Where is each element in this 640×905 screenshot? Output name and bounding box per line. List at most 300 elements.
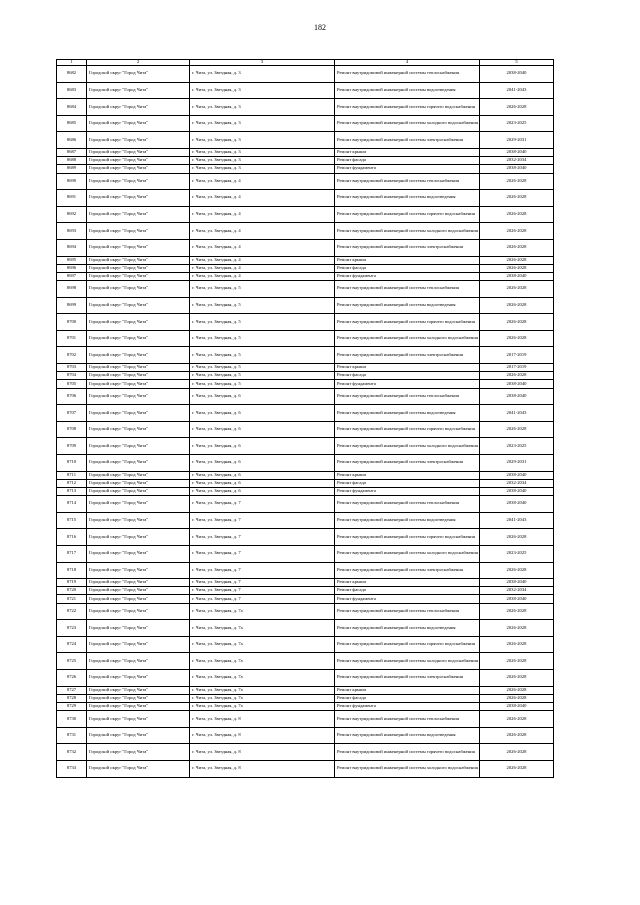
row-number: 8708 — [57, 421, 87, 438]
address-cell: г. Чита, ул. Звездная, д. 6 — [190, 421, 335, 438]
row-number: 8701 — [57, 330, 87, 347]
municipality-cell: Городской округ "Город Чита" — [87, 487, 190, 495]
work-type-cell: Ремонт фасада — [335, 587, 480, 595]
period-cell: 2038-2040 — [480, 148, 554, 156]
address-cell: г. Чита, ул. Звездная, д. 6 — [190, 487, 335, 495]
work-type-cell: Ремонт внутридомовой инженерной системы теплоснабжения — [335, 173, 480, 190]
address-cell: г. Чита, ул. Звездная, д. 6 — [190, 405, 335, 422]
address-cell: г. Чита, ул. Звездная, д. 3 — [190, 115, 335, 132]
period-cell: 2017-2019 — [480, 347, 554, 364]
period-cell: 2038-2040 — [480, 165, 554, 173]
work-type-cell: Ремонт фасада — [335, 372, 480, 380]
municipality-cell: Городской округ "Город Чита" — [87, 99, 190, 116]
period-cell: 2023-2025 — [480, 545, 554, 562]
address-cell: г. Чита, ул. Звездная, д. 7 — [190, 512, 335, 529]
row-number: 8710 — [57, 454, 87, 471]
municipality-cell: Городской округ "Город Чита" — [87, 421, 190, 438]
address-cell: г. Чита, ул. Звездная, д. 4 — [190, 239, 335, 256]
period-cell: 2026-2028 — [480, 256, 554, 264]
work-type-cell: Ремонт внутридомовой инженерной системы теплоснабжения — [335, 281, 480, 298]
address-cell: г. Чита, ул. Звездная, д. 5 — [190, 281, 335, 298]
table-row — [57, 579, 554, 587]
column-header: 1 — [57, 60, 87, 66]
row-number: 8696 — [57, 264, 87, 272]
address-cell: г. Чита, ул. Звездная, д. 5 — [190, 330, 335, 347]
period-cell: 2026-2028 — [480, 297, 554, 314]
period-cell: 2038-2040 — [480, 703, 554, 711]
table-row — [57, 595, 554, 603]
page-number: 182 — [314, 23, 326, 32]
municipality-cell: Городской округ "Город Чита" — [87, 190, 190, 207]
row-number: 8700 — [57, 314, 87, 331]
period-cell: 2038-2040 — [480, 487, 554, 495]
row-number: 8714 — [57, 496, 87, 513]
period-cell: 2038-2040 — [480, 595, 554, 603]
address-cell: г. Чита, ул. Звездная, д. 4 — [190, 206, 335, 223]
period-cell: 2038-2040 — [480, 579, 554, 587]
table-row — [57, 132, 554, 149]
work-type-cell: Ремонт внутридомовой инженерной системы водоотведения — [335, 82, 480, 99]
row-number: 8711 — [57, 471, 87, 479]
row-number: 8733 — [57, 760, 87, 777]
table-row — [57, 256, 554, 264]
address-cell: г. Чита, ул. Звездная, д. 4 — [190, 190, 335, 207]
table-row — [57, 380, 554, 388]
work-type-cell: Ремонт крыши — [335, 471, 480, 479]
address-cell: г. Чита, ул. Звездная, д. 7а — [190, 636, 335, 653]
municipality-cell: Городской округ "Город Чита" — [87, 496, 190, 513]
work-type-cell: Ремонт внутридомовой инженерной системы электроснабжения — [335, 562, 480, 579]
address-cell: г. Чита, ул. Звездная, д. 5 — [190, 347, 335, 364]
period-cell: 2038-2040 — [480, 496, 554, 513]
address-cell: г. Чита, ул. Звездная, д. 8 — [190, 711, 335, 728]
work-type-cell: Ремонт внутридомовой инженерной системы холодного водоснабжения — [335, 115, 480, 132]
municipality-cell: Городской округ "Город Чита" — [87, 595, 190, 603]
municipality-cell: Городской округ "Город Чита" — [87, 388, 190, 405]
row-number: 8713 — [57, 487, 87, 495]
municipality-cell: Городской округ "Город Чита" — [87, 529, 190, 546]
row-number: 8717 — [57, 545, 87, 562]
municipality-cell: Городской округ "Город Чита" — [87, 314, 190, 331]
period-cell: 2038-2040 — [480, 272, 554, 280]
period-cell: 2026-2028 — [480, 529, 554, 546]
period-cell: 2026-2028 — [480, 372, 554, 380]
municipality-cell: Городской округ "Город Чита" — [87, 479, 190, 487]
period-cell: 2026-2028 — [480, 314, 554, 331]
row-number: 8684 — [57, 99, 87, 116]
row-number: 8686 — [57, 132, 87, 149]
work-type-cell: Ремонт крыши — [335, 686, 480, 694]
municipality-cell: Городской округ "Город Чита" — [87, 405, 190, 422]
work-type-cell: Ремонт фасада — [335, 694, 480, 702]
municipality-cell: Городской округ "Город Чита" — [87, 703, 190, 711]
address-cell: г. Чита, ул. Звездная, д. 4 — [190, 223, 335, 240]
municipality-cell: Городской округ "Город Чита" — [87, 132, 190, 149]
row-number: 8723 — [57, 620, 87, 637]
work-type-cell: Ремонт внутридомовой инженерной системы теплоснабжения — [335, 66, 480, 83]
municipality-cell: Городской округ "Город Чита" — [87, 471, 190, 479]
work-type-cell: Ремонт внутридомовой инженерной системы электроснабжения — [335, 670, 480, 687]
address-cell: г. Чита, ул. Звездная, д. 7а — [190, 620, 335, 637]
address-cell: г. Чита, ул. Звездная, д. 7 — [190, 529, 335, 546]
period-cell: 2038-2040 — [480, 471, 554, 479]
table-row — [57, 99, 554, 116]
row-number: 8703 — [57, 364, 87, 372]
municipality-cell: Городской округ "Город Чита" — [87, 744, 190, 761]
table-row — [57, 157, 554, 165]
row-number: 8699 — [57, 297, 87, 314]
row-number: 8725 — [57, 653, 87, 670]
period-cell: 2026-2028 — [480, 206, 554, 223]
table-row — [57, 686, 554, 694]
period-cell: 2038-2040 — [480, 380, 554, 388]
municipality-cell: Городской округ "Город Чита" — [87, 66, 190, 83]
period-cell: 2026-2028 — [480, 686, 554, 694]
table-row — [57, 239, 554, 256]
work-type-cell: Ремонт внутридомовой инженерной системы водоотведения — [335, 190, 480, 207]
row-number: 8685 — [57, 115, 87, 132]
address-cell: г. Чита, ул. Звездная, д. 3 — [190, 132, 335, 149]
work-type-cell: Ремонт внутридомовой инженерной системы горячего водоснабжения — [335, 744, 480, 761]
municipality-cell: Городской округ "Город Чита" — [87, 82, 190, 99]
period-cell: 2026-2028 — [480, 190, 554, 207]
row-number: 8683 — [57, 82, 87, 99]
table-row — [57, 496, 554, 513]
address-cell: г. Чита, ул. Звездная, д. 3 — [190, 99, 335, 116]
work-type-cell: Ремонт внутридомовой инженерной системы водоотведения — [335, 297, 480, 314]
table-row — [57, 66, 554, 83]
work-type-cell: Ремонт внутридомовой инженерной системы электроснабжения — [335, 132, 480, 149]
table-row — [57, 562, 554, 579]
period-cell: 2026-2028 — [480, 670, 554, 687]
period-cell: 2023-2025 — [480, 438, 554, 455]
address-cell: г. Чита, ул. Звездная, д. 7 — [190, 496, 335, 513]
period-cell: 2026-2028 — [480, 173, 554, 190]
table-row — [57, 471, 554, 479]
row-number: 8730 — [57, 711, 87, 728]
work-type-cell: Ремонт внутридомовой инженерной системы теплоснабжения — [335, 496, 480, 513]
table-row — [57, 264, 554, 272]
row-number: 8721 — [57, 595, 87, 603]
row-number: 8687 — [57, 148, 87, 156]
table-row — [57, 694, 554, 702]
table-row — [57, 223, 554, 240]
row-number: 8702 — [57, 347, 87, 364]
period-cell: 2026-2028 — [480, 760, 554, 777]
row-number: 8727 — [57, 686, 87, 694]
table-row — [57, 165, 554, 173]
row-number: 8694 — [57, 239, 87, 256]
period-cell: 2023-2025 — [480, 115, 554, 132]
work-type-cell: Ремонт фасада — [335, 157, 480, 165]
table-row — [57, 711, 554, 728]
period-cell: 2026-2028 — [480, 711, 554, 728]
table-row — [57, 670, 554, 687]
work-type-cell: Ремонт фундамента — [335, 272, 480, 280]
period-cell: 2026-2028 — [480, 330, 554, 347]
work-type-cell: Ремонт внутридомовой инженерной системы теплоснабжения — [335, 388, 480, 405]
municipality-cell: Городской округ "Город Чита" — [87, 587, 190, 595]
table-row — [57, 372, 554, 380]
municipality-cell: Городской округ "Город Чита" — [87, 281, 190, 298]
municipality-cell: Городской округ "Город Чита" — [87, 711, 190, 728]
row-number: 8732 — [57, 744, 87, 761]
table-row — [57, 760, 554, 777]
table-row — [57, 82, 554, 99]
work-type-cell: Ремонт внутридомовой инженерной системы холодного водоснабжения — [335, 330, 480, 347]
table-row — [57, 603, 554, 620]
work-type-cell: Ремонт внутридомовой инженерной системы водоотведения — [335, 620, 480, 637]
address-cell: г. Чита, ул. Звездная, д. 4 — [190, 264, 335, 272]
address-cell: г. Чита, ул. Звездная, д. 7 — [190, 579, 335, 587]
address-cell: г. Чита, ул. Звездная, д. 7а — [190, 703, 335, 711]
address-cell: г. Чита, ул. Звездная, д. 5 — [190, 314, 335, 331]
column-header: 4 — [335, 60, 480, 66]
row-number: 8716 — [57, 529, 87, 546]
table-row — [57, 388, 554, 405]
table-row — [57, 272, 554, 280]
period-cell: 2026-2028 — [480, 264, 554, 272]
table-row — [57, 297, 554, 314]
work-type-cell: Ремонт внутридомовой инженерной системы электроснабжения — [335, 347, 480, 364]
work-type-cell: Ремонт внутридомовой инженерной системы горячего водоснабжения — [335, 314, 480, 331]
table-row — [57, 405, 554, 422]
table-row — [57, 115, 554, 132]
address-cell: г. Чита, ул. Звездная, д. 5 — [190, 372, 335, 380]
municipality-cell: Городской округ "Город Чита" — [87, 562, 190, 579]
address-cell: г. Чита, ул. Звездная, д. 4 — [190, 256, 335, 264]
table-row — [57, 421, 554, 438]
row-number: 8718 — [57, 562, 87, 579]
work-type-cell: Ремонт крыши — [335, 256, 480, 264]
row-number: 8695 — [57, 256, 87, 264]
address-cell: г. Чита, ул. Звездная, д. 7 — [190, 545, 335, 562]
row-number: 8693 — [57, 223, 87, 240]
table-row — [57, 438, 554, 455]
row-number: 8688 — [57, 157, 87, 165]
table-row — [57, 330, 554, 347]
municipality-cell: Городской округ "Город Чита" — [87, 364, 190, 372]
table-row — [57, 727, 554, 744]
period-cell: 2038-2040 — [480, 388, 554, 405]
work-type-cell: Ремонт фасада — [335, 479, 480, 487]
municipality-cell: Городской округ "Город Чита" — [87, 653, 190, 670]
municipality-cell: Городской округ "Город Чита" — [87, 330, 190, 347]
work-type-cell: Ремонт внутридомовой инженерной системы горячего водоснабжения — [335, 529, 480, 546]
row-number: 8719 — [57, 579, 87, 587]
table-row — [57, 529, 554, 546]
period-cell: 2032-2034 — [480, 479, 554, 487]
table-row — [57, 190, 554, 207]
address-cell: г. Чита, ул. Звездная, д. 6 — [190, 388, 335, 405]
address-cell: г. Чита, ул. Звездная, д. 6 — [190, 438, 335, 455]
row-number: 8689 — [57, 165, 87, 173]
table-row — [57, 454, 554, 471]
row-number: 8728 — [57, 694, 87, 702]
municipality-cell: Городской округ "Город Чита" — [87, 297, 190, 314]
municipality-cell: Городской округ "Город Чита" — [87, 239, 190, 256]
table-row — [57, 744, 554, 761]
municipality-cell: Городской округ "Город Чита" — [87, 347, 190, 364]
row-number: 8726 — [57, 670, 87, 687]
address-cell: г. Чита, ул. Звездная, д. 7а — [190, 694, 335, 702]
period-cell: 2026-2028 — [480, 653, 554, 670]
column-header: 5 — [480, 60, 554, 66]
table-row — [57, 281, 554, 298]
municipality-cell: Городской округ "Город Чита" — [87, 256, 190, 264]
municipality-cell: Городской округ "Город Чита" — [87, 380, 190, 388]
table-row — [57, 148, 554, 156]
municipality-cell: Городской округ "Город Чита" — [87, 512, 190, 529]
table-row — [57, 545, 554, 562]
municipality-cell: Городской округ "Город Чита" — [87, 579, 190, 587]
address-cell: г. Чита, ул. Звездная, д. 6 — [190, 479, 335, 487]
period-cell: 2026-2028 — [480, 421, 554, 438]
period-cell: 2032-2034 — [480, 157, 554, 165]
period-cell: 2026-2028 — [480, 281, 554, 298]
municipality-cell: Городской округ "Город Чита" — [87, 223, 190, 240]
period-cell: 2017-2019 — [480, 364, 554, 372]
row-number: 8724 — [57, 636, 87, 653]
address-cell: г. Чита, ул. Звездная, д. 8 — [190, 760, 335, 777]
municipality-cell: Городской округ "Город Чита" — [87, 686, 190, 694]
work-type-cell: Ремонт внутридомовой инженерной системы холодного водоснабжения — [335, 545, 480, 562]
table-row — [57, 653, 554, 670]
municipality-cell: Городской округ "Город Чита" — [87, 545, 190, 562]
municipality-cell: Городской округ "Город Чита" — [87, 670, 190, 687]
period-cell: 2026-2028 — [480, 636, 554, 653]
work-type-cell: Ремонт внутридомовой инженерной системы холодного водоснабжения — [335, 653, 480, 670]
table-row — [57, 587, 554, 595]
row-number: 8691 — [57, 190, 87, 207]
table-row — [57, 314, 554, 331]
work-type-cell: Ремонт внутридомовой инженерной системы электроснабжения — [335, 239, 480, 256]
row-number: 8722 — [57, 603, 87, 620]
address-cell: г. Чита, ул. Звездная, д. 8 — [190, 727, 335, 744]
address-cell: г. Чита, ул. Звездная, д. 3 — [190, 165, 335, 173]
municipality-cell: Городской округ "Город Чита" — [87, 620, 190, 637]
address-cell: г. Чита, ул. Звездная, д. 3 — [190, 157, 335, 165]
address-cell: г. Чита, ул. Звездная, д. 7а — [190, 670, 335, 687]
period-cell: 2026-2028 — [480, 223, 554, 240]
row-number: 8698 — [57, 281, 87, 298]
work-type-cell: Ремонт внутридомовой инженерной системы горячего водоснабжения — [335, 636, 480, 653]
municipality-cell: Городской округ "Город Чита" — [87, 206, 190, 223]
address-cell: г. Чита, ул. Звездная, д. 7 — [190, 587, 335, 595]
municipality-cell: Городской округ "Город Чита" — [87, 115, 190, 132]
column-header: 3 — [190, 60, 335, 66]
municipality-cell: Городской округ "Город Чита" — [87, 173, 190, 190]
period-cell: 2026-2028 — [480, 99, 554, 116]
work-type-cell: Ремонт внутридомовой инженерной системы горячего водоснабжения — [335, 99, 480, 116]
address-cell: г. Чита, ул. Звездная, д. 7а — [190, 686, 335, 694]
row-number: 8720 — [57, 587, 87, 595]
municipality-cell: Городской округ "Город Чита" — [87, 438, 190, 455]
work-type-cell: Ремонт крыши — [335, 579, 480, 587]
work-type-cell: Ремонт крыши — [335, 148, 480, 156]
municipality-cell: Городской округ "Город Чита" — [87, 636, 190, 653]
address-cell: г. Чита, ул. Звездная, д. 7 — [190, 595, 335, 603]
row-number: 8704 — [57, 372, 87, 380]
table-row — [57, 512, 554, 529]
period-cell: 2038-2040 — [480, 66, 554, 83]
address-cell: г. Чита, ул. Звездная, д. 6 — [190, 471, 335, 479]
row-number: 8715 — [57, 512, 87, 529]
period-cell: 2032-2034 — [480, 587, 554, 595]
address-cell: г. Чита, ул. Звездная, д. 7а — [190, 653, 335, 670]
work-type-cell: Ремонт фундамента — [335, 487, 480, 495]
table-row — [57, 479, 554, 487]
municipality-cell: Городской округ "Город Чита" — [87, 148, 190, 156]
municipality-cell: Городской округ "Город Чита" — [87, 603, 190, 620]
work-type-cell: Ремонт внутридомовой инженерной системы горячего водоснабжения — [335, 206, 480, 223]
table-row — [57, 620, 554, 637]
table-row — [57, 364, 554, 372]
table-row — [57, 206, 554, 223]
row-number: 8692 — [57, 206, 87, 223]
address-cell: г. Чита, ул. Звездная, д. 5 — [190, 297, 335, 314]
work-type-cell: Ремонт внутридомовой инженерной системы водоотведения — [335, 405, 480, 422]
address-cell: г. Чита, ул. Звездная, д. 7 — [190, 562, 335, 579]
table-row — [57, 487, 554, 495]
address-cell: г. Чита, ул. Звездная, д. 6 — [190, 454, 335, 471]
municipality-cell: Городской округ "Город Чита" — [87, 157, 190, 165]
work-type-cell: Ремонт внутридомовой инженерной системы холодного водоснабжения — [335, 760, 480, 777]
address-cell: г. Чита, ул. Звездная, д. 3 — [190, 66, 335, 83]
municipality-cell: Городской округ "Город Чита" — [87, 272, 190, 280]
work-type-cell: Ремонт фундамента — [335, 165, 480, 173]
address-cell: г. Чита, ул. Звездная, д. 8 — [190, 744, 335, 761]
table-row — [57, 636, 554, 653]
address-cell: г. Чита, ул. Звездная, д. 3 — [190, 148, 335, 156]
column-header: 2 — [87, 60, 190, 66]
row-number: 8707 — [57, 405, 87, 422]
municipality-cell: Городской округ "Город Чита" — [87, 760, 190, 777]
work-type-cell: Ремонт внутридомовой инженерной системы электроснабжения — [335, 454, 480, 471]
municipality-cell: Городской округ "Город Чита" — [87, 727, 190, 744]
work-type-cell: Ремонт фундамента — [335, 595, 480, 603]
period-cell: 2026-2028 — [480, 694, 554, 702]
municipality-cell: Городской округ "Город Чита" — [87, 264, 190, 272]
period-cell: 2041-2043 — [480, 405, 554, 422]
address-cell: г. Чита, ул. Звездная, д. 4 — [190, 272, 335, 280]
period-cell: 2029-2031 — [480, 132, 554, 149]
table-row — [57, 347, 554, 364]
work-type-cell: Ремонт фасада — [335, 264, 480, 272]
work-type-cell: Ремонт внутридомовой инженерной системы теплоснабжения — [335, 603, 480, 620]
work-type-cell: Ремонт фундамента — [335, 380, 480, 388]
row-number: 8705 — [57, 380, 87, 388]
municipality-cell: Городской округ "Город Чита" — [87, 454, 190, 471]
address-cell: г. Чита, ул. Звездная, д. 4 — [190, 173, 335, 190]
period-cell: 2026-2028 — [480, 620, 554, 637]
work-type-cell: Ремонт внутридомовой инженерной системы холодного водоснабжения — [335, 438, 480, 455]
address-cell: г. Чита, ул. Звездная, д. 7а — [190, 603, 335, 620]
work-type-cell: Ремонт внутридомовой инженерной системы водоотведения — [335, 512, 480, 529]
row-number: 8731 — [57, 727, 87, 744]
period-cell: 2026-2028 — [480, 562, 554, 579]
table-row — [57, 703, 554, 711]
address-cell: г. Чита, ул. Звездная, д. 5 — [190, 380, 335, 388]
municipality-cell: Городской округ "Город Чита" — [87, 694, 190, 702]
repair-schedule-table — [56, 59, 554, 778]
municipality-cell: Городской округ "Город Чита" — [87, 165, 190, 173]
row-number: 8729 — [57, 703, 87, 711]
row-number: 8682 — [57, 66, 87, 83]
period-cell: 2041-2043 — [480, 512, 554, 529]
period-cell: 2026-2028 — [480, 744, 554, 761]
address-cell: г. Чита, ул. Звездная, д. 3 — [190, 82, 335, 99]
